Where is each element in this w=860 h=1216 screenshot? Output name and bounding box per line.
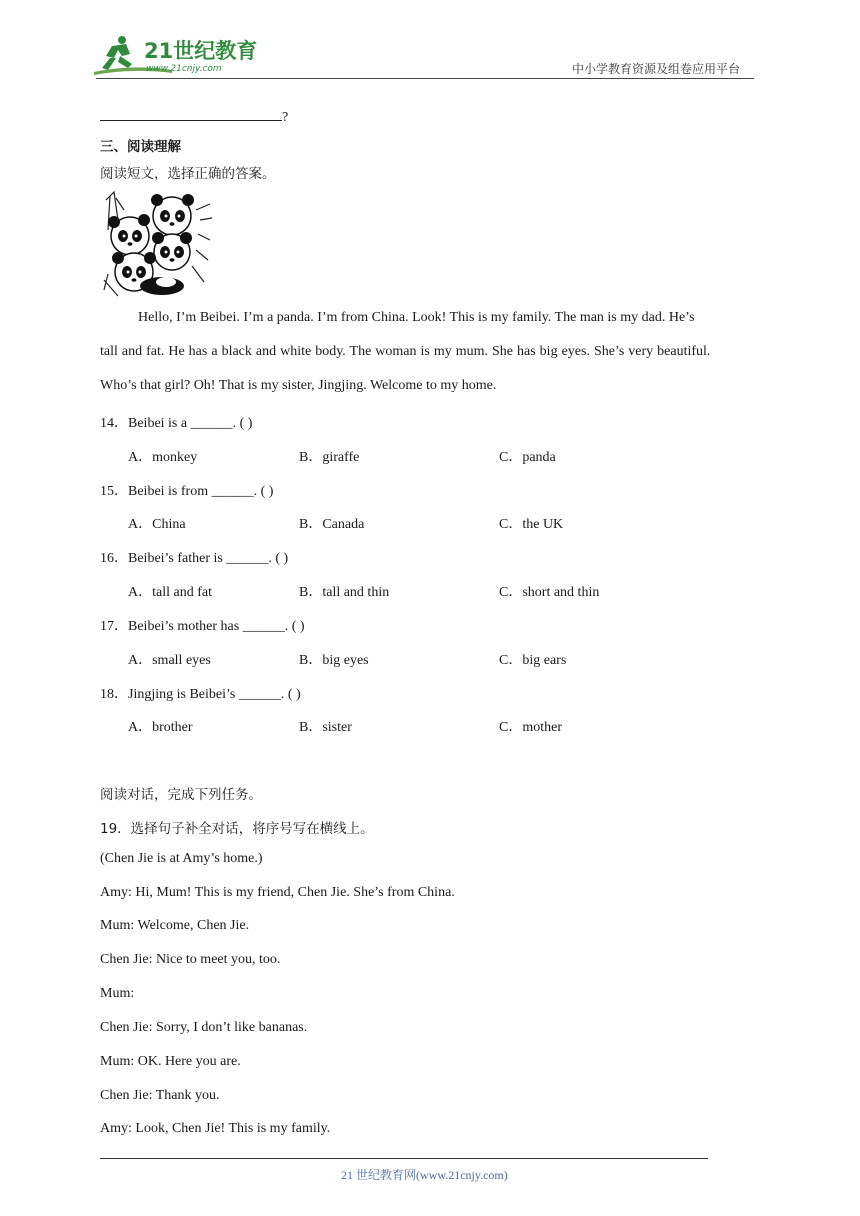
section-title: 三、阅读理解 [100, 139, 181, 155]
question-15-option-c[interactable]: C．the UK [499, 517, 564, 532]
question-17-option-b[interactable]: B．big eyes [299, 653, 369, 668]
passage-line-2: tall and fat. He has a black and white body. The woman is my mum. She has big eyes. She’s very beautiful. [100, 344, 711, 359]
prev-question-mark: ? [282, 110, 289, 125]
question-18-stem: 18．Jingjing is Beibei’s ______. ( ) [100, 687, 301, 702]
dialogue-line-9: Amy: Look, Chen Jie! This is my family. [100, 1121, 331, 1136]
answer-blank[interactable] [100, 106, 282, 121]
passage-line-1: Hello, I’m Beibei. I’m a panda. I’m from China. Look! This is my family. The man is my dad. He’s [138, 310, 695, 325]
question-18-option-c[interactable]: C．mother [499, 720, 562, 735]
question-15-stem: 15．Beibei is from ______. ( ) [100, 484, 274, 499]
question-16-option-b[interactable]: B．tall and thin [299, 585, 390, 600]
instruction-dialogue: 阅读对话，完成下列任务。 [100, 787, 262, 803]
footer-link[interactable]: 21 世纪教育网(www.21cnjy.com) [341, 1168, 508, 1182]
site-logo [92, 34, 262, 76]
dialogue-line-7: Mum: OK. Here you are. [100, 1054, 241, 1069]
logo-url: www.21cnjy.com [146, 64, 222, 74]
instruction-reading: 阅读短文，选择正确的答案。 [100, 166, 276, 182]
dialogue-line-5: Mum: [100, 986, 135, 1001]
dialogue-line-6: Chen Jie: Sorry, I don’t like bananas. [100, 1020, 308, 1035]
question-14-option-a[interactable]: A．monkey [128, 450, 198, 465]
dialogue-line-3: Mum: Welcome, Chen Jie. [100, 918, 250, 933]
question-16-option-c[interactable]: C．short and thin [499, 585, 600, 600]
question-15-option-a[interactable]: A．China [128, 517, 186, 532]
dialogue-line-8: Chen Jie: Thank you. [100, 1088, 220, 1103]
question-18-option-a[interactable]: A．brother [128, 720, 193, 735]
footer-divider [100, 1158, 708, 1159]
question-17-option-a[interactable]: A．small eyes [128, 653, 211, 668]
question-14-option-c[interactable]: C．panda [499, 450, 556, 465]
dialogue-line-2: Amy: Hi, Mum! This is my friend, Chen Jie. She’s from China. [100, 885, 455, 900]
panda-family-illustration [100, 190, 214, 300]
passage-line-3: Who’s that girl? Oh! That is my sister, Jingjing. Welcome to my home. [100, 378, 497, 393]
question-16-option-a[interactable]: A．tall and fat [128, 585, 212, 600]
question-14-stem: 14．Beibei is a ______. ( ) [100, 416, 253, 431]
question-18-option-b[interactable]: B．sister [299, 720, 352, 735]
question-19-stem: 19．选择句子补全对话，将序号写在横线上。 [100, 821, 374, 837]
question-16-stem: 16．Beibei’s father is ______. ( ) [100, 551, 289, 566]
question-14-option-b[interactable]: B．giraffe [299, 450, 360, 465]
prev-answer-line [100, 106, 288, 126]
question-15-option-b[interactable]: B．Canada [299, 517, 365, 532]
site-slogan: 中小学教育资源及组卷应用平台 [572, 62, 741, 76]
question-17-option-c[interactable]: C．big ears [499, 653, 567, 668]
question-17-stem: 17．Beibei’s mother has ______. ( ) [100, 619, 305, 634]
dialogue-line-4: Chen Jie: Nice to meet you, too. [100, 952, 281, 967]
logo-text: 21世纪教育 [144, 39, 258, 63]
header-divider [96, 78, 754, 79]
dialogue-line-1: (Chen Jie is at Amy’s home.) [100, 851, 263, 866]
